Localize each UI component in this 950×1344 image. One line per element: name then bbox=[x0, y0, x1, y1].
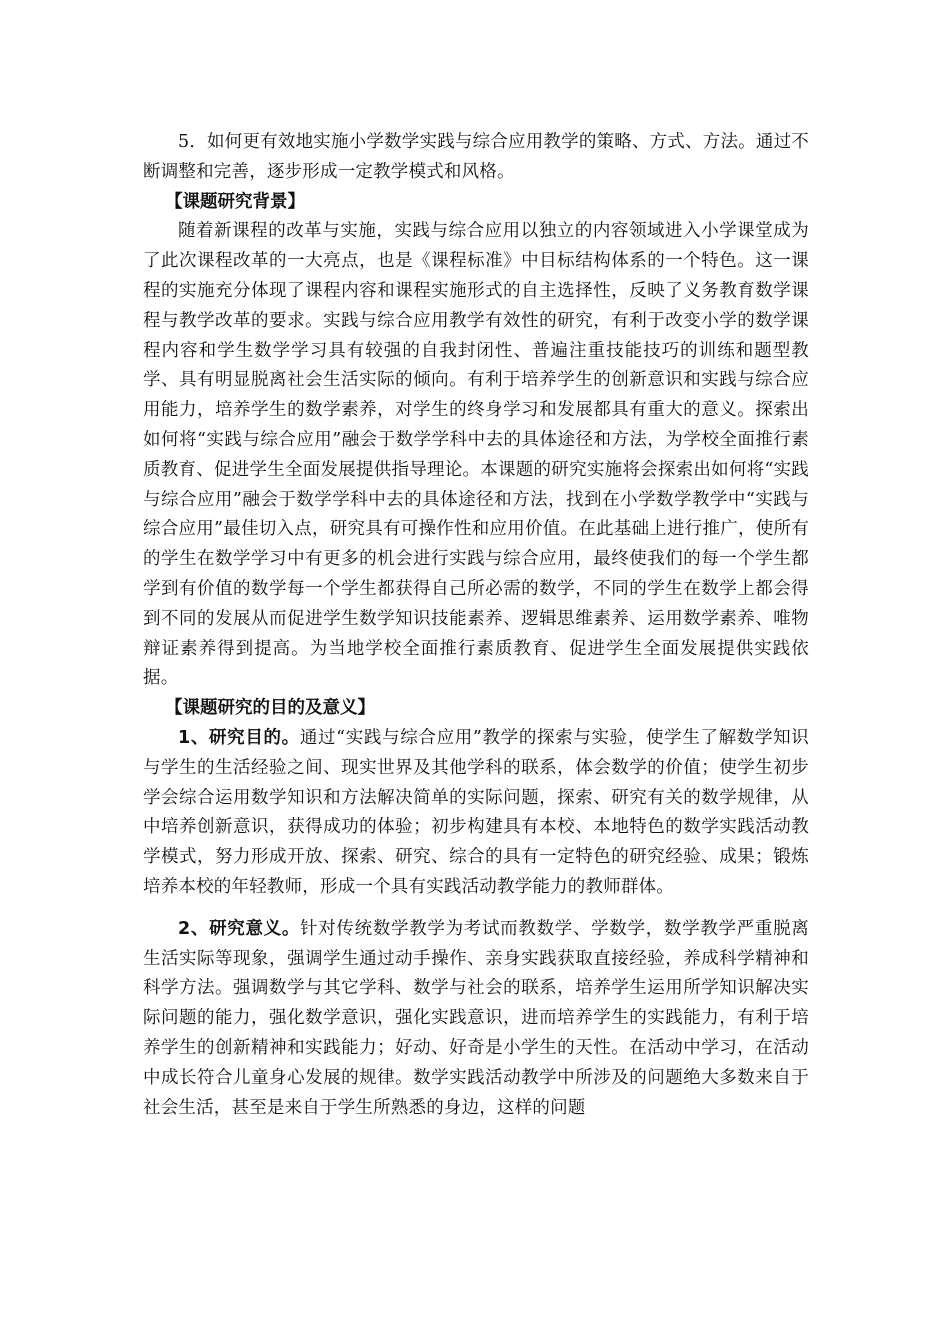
significance-lead: 2、研究意义。 bbox=[178, 918, 301, 939]
purpose-lead: 1、研究目的。 bbox=[178, 727, 300, 748]
background-heading: 【课题研究背景】 bbox=[165, 191, 305, 212]
item-5-paragraph: 5．如何更有效地实施小学数学实践与综合应用教学的策略、方式、方法。通过不断调整和完善，逐步形成一定教学模式和风格。 bbox=[143, 132, 809, 182]
document-page bbox=[143, 128, 809, 1123]
significance-paragraph bbox=[143, 915, 809, 1124]
paragraph-gap bbox=[143, 903, 809, 915]
significance-text: 针对传统数学教学为考试而教数学、学数学，数学教学严重脱离生活实际等现象，强调学生通过动手操作、亲身实践获取直接经验，养成科学精神和科学方法。强调数学与其它学科、数学与社会的联系，培养学生运用所学知识解决实际问题的能力，强化数学意识，强化实践意识，进而培养学生的实践能力，有利于培养学生的创新精神和实践能力；好动、好奇是小学生的天性。在活动中学习，在活动中成长符合儿童身心发展的规律。数学实践活动教学中所涉及的问题绝大多数来自于社会生活，甚至是来自于学生所熟悉的身边，这样的问题 bbox=[143, 918, 809, 1118]
purpose-heading: 【课题研究的目的及意义】 bbox=[165, 698, 375, 719]
background-paragraph: 随着新课程的改革与实施，实践与综合应用以独立的内容领域进入小学课堂成为了此次课程改革的一大亮点，也是《课程标准》中目标结构体系的一个特色。这一课程的实施充分体现了课程内容和课程实施形式的自主选择性，反映了义务教育数学课程与教学改革的要求。实践与综合应用教学有效性的研究，有利于改变小学的数学课程内容和学生数学学习具有较强的自我封闭性、普遍注重技能技巧的训练和题型教学、具有明显脱离社会生活实际的倾向。有利于培养学生的创新意识和实践与综合应用能力，培养学生的数学素养，对学生的终身学习和发展都具有重大的意义。探索出如何将“实践与综合应用”融会于数学学科中去的具体途径和方法，为学校全面推行素质教育、促进学生全面发展提供指导理论。本课题的研究实施将会探索出如何将“实践与综合应用”融会于数学学科中去的具体途径和方法，找到在小学数学教学中“实践与综合应用”最佳切入点，研究具有可操作性和应用价值。在此基础上进行推广，使所有的学生在数学学习中有更多的机会进行实践与综合应用，最终使我们的每一个学生都学到有价值的数学每一个学生都获得自己所必需的数学，不同的学生在数学上都会得到不同的发展从而促进学生数学知识技能素养、逻辑思维素养、运用数学素养、唯物辩证素养得到提高。为当地学校全面推行素质教育、促进学生全面发展提供实践依据。 bbox=[143, 221, 809, 689]
purpose-paragraph bbox=[143, 724, 809, 903]
purpose-text: 通过“实践与综合应用”教学的探索与实验，使学生了解数学知识与学生的生活经验之间、现实世界及其他学科的联系，体会数学的价值；使学生初步学会综合运用数学知识和方法解决简单的实际问题，探索、研究有关的数学规律，从中培养创新意识，获得成功的体验；初步构建具有本校、本地特色的数学实践活动教学模式，努力形成开放、探索、研究、综合的具有一定特色的研究经验、成果；锻炼培养本校的年轻教师，形成一个具有实践活动教学能力的教师群体。 bbox=[143, 727, 809, 897]
